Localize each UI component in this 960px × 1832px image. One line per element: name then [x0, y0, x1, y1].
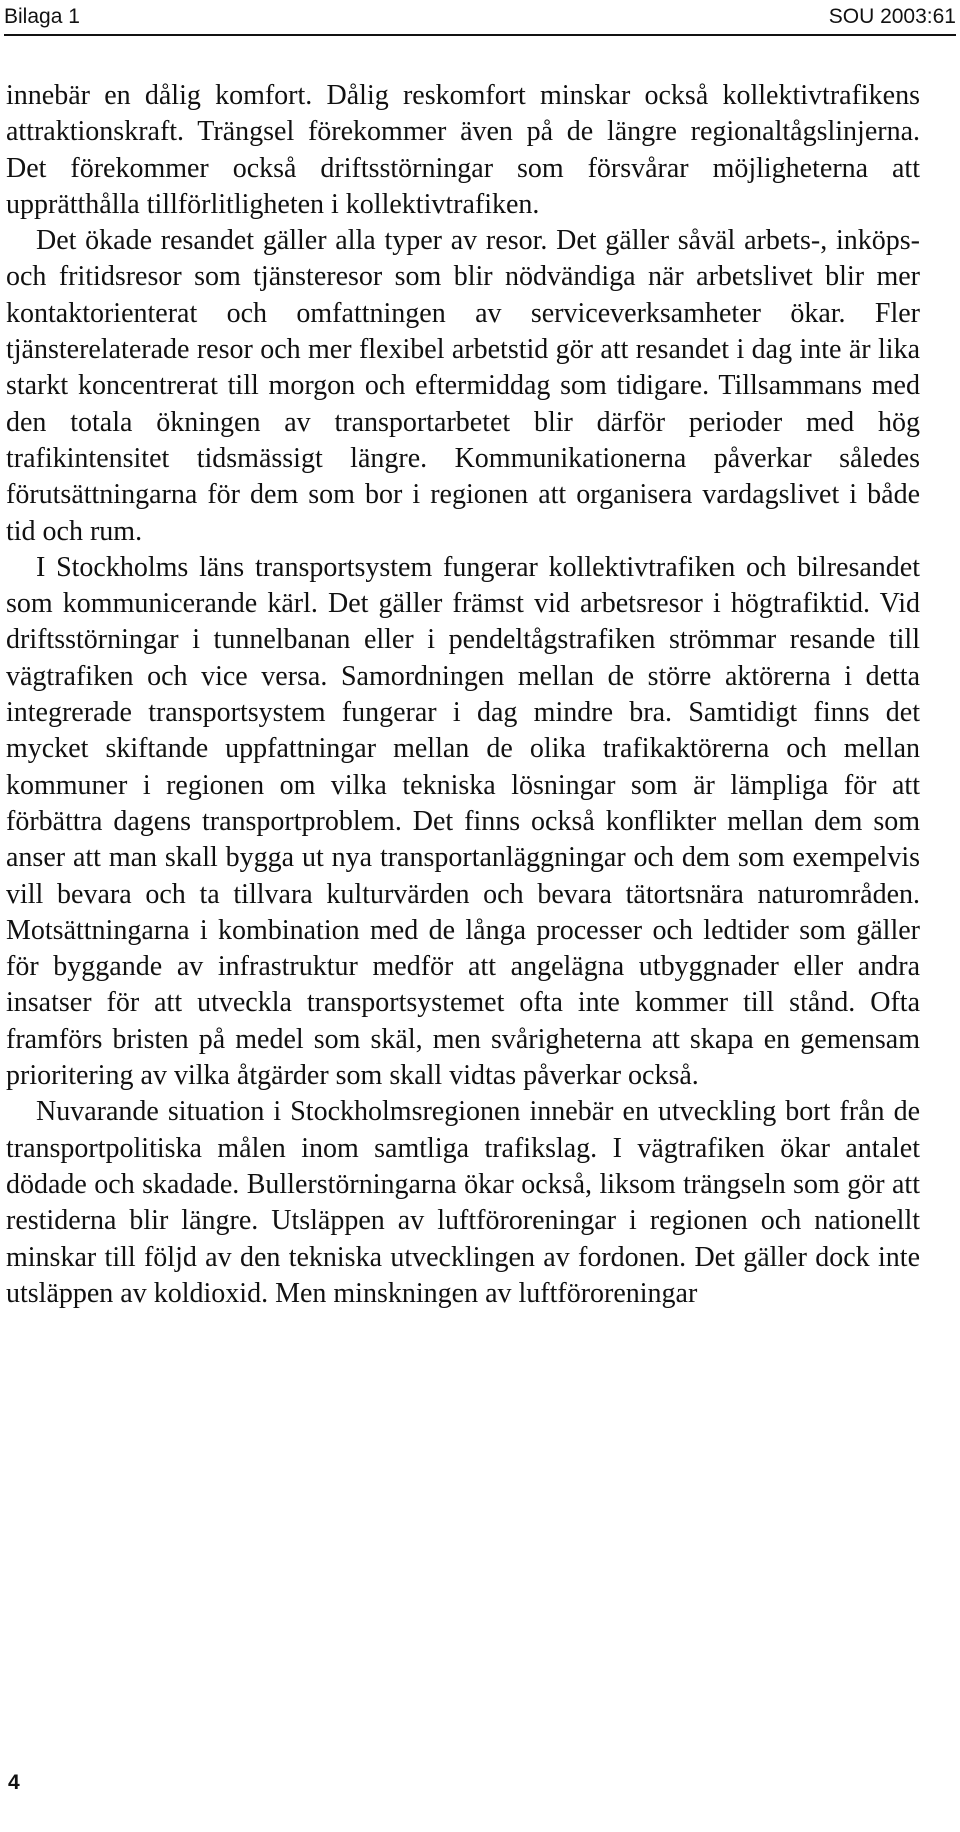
paragraph-3: I Stockholms läns transportsystem fungerar kollektivtrafiken och bilresandet som kommunicerande kärl. Det gäller främst vid arbetsresor i högtrafiktid. Vid driftsstörningar i tunnelbanan eller i pendeltågstrafiken strömmar resande till vägtrafiken och vice versa. Samordningen mellan de större aktörerna i detta integrerade transportsystem fungerar i dag mindre bra. Samtidigt finns det mycket skiftande uppfattningar mellan de olika trafikaktörerna och mellan kommuner i regionen om vilka tekniska lösningar som är lämpliga för att förbättra dagens transportproblem. Det finns också konflikter mellan dem som anser att man skall bygga ut nya transportanläggningar och dem som exempelvis vill bevara och ta tillvara kulturvärden och bevara tätortsnära naturområden. Motsättningarna i kombination med de långa processer och ledtider som gäller för byggande av infrastruktur medför att angelägna utbyggnader eller andra insatser för att utveckla transportsystemet ofta inte kommer till stånd. Ofta framförs bristen på medel som skäl, men svårigheterna att skapa en gemensam prioritering av vilka åtgärder som skall vidtas påverkar också.: [6, 551, 920, 1092]
paragraph-1: innebär en dålig komfort. Dålig reskomfort minskar också kollektivtrafikens attraktionskraft. Trängsel förekommer även på de längre regionaltågslinjerna. Det förekommer också driftsstörningar som försvårar möjligheterna att upprätthålla tillförlitligheten i kollektivtrafiken.: [6, 80, 920, 220]
paragraph-4: Nuvarande situation i Stockholmsregionen innebär en utveckling bort från de transportpolitiska målen inom samtliga trafikslag. I vägtrafiken ökar antalet dödade och skadade. Bullerstörningarna ökar också, liksom trängseln som gör att restiderna blir längre. Utsläppen av luftföroreningar i regionen och nationellt minskar till följd av den tekniska utvecklingen av fordonen. Det gäller dock inte utsläppen av koldioxid. Men minskningen av luftföroreningar: [6, 1096, 920, 1309]
running-header: [4, 0, 956, 36]
header-report-id: SOU 2003:61: [828, 5, 956, 28]
page-number: 4: [8, 1771, 20, 1794]
paragraph-2: Det ökade resandet gäller alla typer av resor. Det gäller såväl arbets-, inköps- och fritidsresor som tjänsteresor som blir nödvändiga när arbetslivet blir mer kontaktorienterat och omfattningen av serviceverksamheter ökar. Fler tjänsterelaterade resor och mer flexibel arbetstid gör att resandet i dag inte är lika starkt koncentrerat till morgon och eftermiddag som tidigare. Tillsammans med den totala ökningen av transportarbetet blir därför perioder med hög trafikintensitet tidsmässigt längre. Kommunikationerna påverkar således förutsättningarna för dem som bor i regionen att organisera vardagslivet i både tid och rum.: [6, 225, 920, 547]
body-text: [6, 78, 920, 1312]
header-appendix-label: Bilaga 1: [4, 5, 80, 28]
